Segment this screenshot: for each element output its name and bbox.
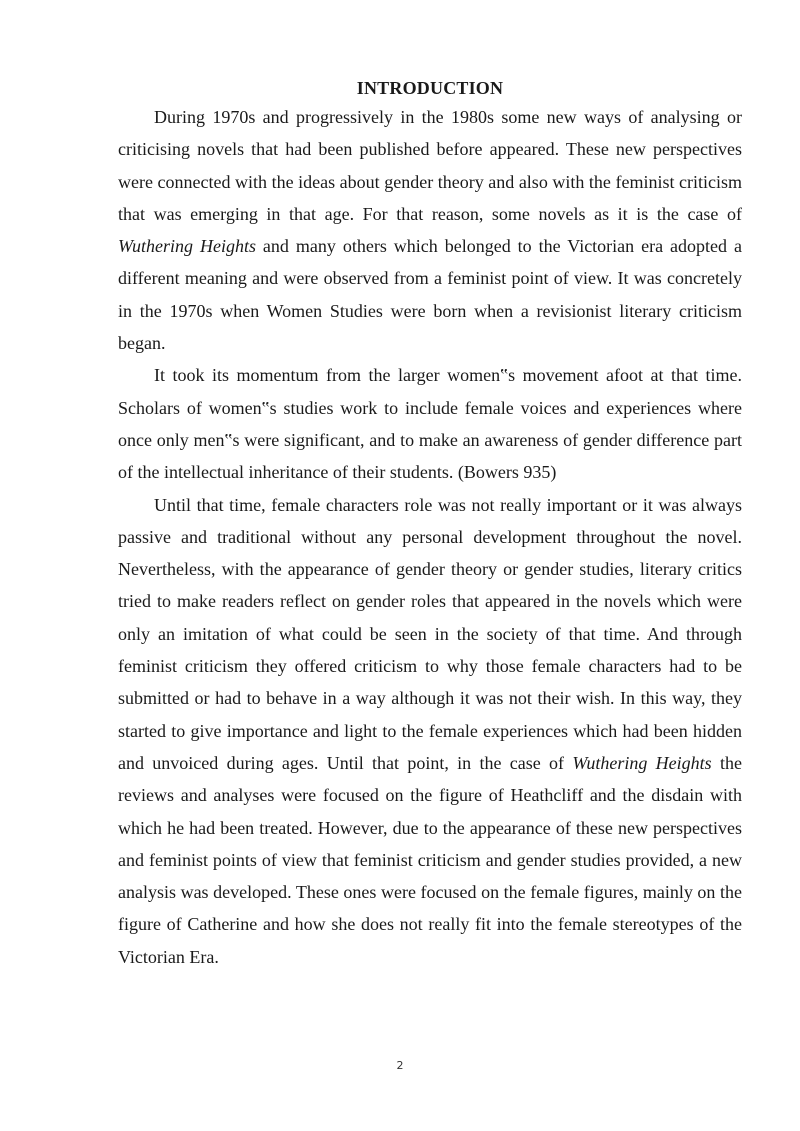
page-number: 2 bbox=[396, 1059, 404, 1072]
paragraph-text: the reviews and analyses were focused on the figure of Heathcliff and the disdain with which he had been treated. However, due to the appearance of these new perspectives and feminist points of view that feminist criticism and gender studies provided, a new analysis was developed. These ones were focused on the female figures, mainly on the figure of Catherine and how she does not really fit into the female stereotypes of the Victorian Era. bbox=[118, 752, 742, 967]
paragraph-3 bbox=[118, 489, 742, 973]
book-title: Wuthering Heights bbox=[572, 752, 712, 773]
paragraph-text: Until that time, female characters role was not really important or it was always passive and traditional without any personal development throughout the novel. Nevertheless, with the appearance of gender theory or gender studies, literary critics tried to make readers reflect on gender roles that appeared in the novels which were only an imitation of what could be seen in the society of that time. And through feminist criticism they offered criticism to why those female characters had to be submitted or had to behave in a way although it was not their wish. In this way, they started to give importance and light to the female experiences which had been hidden and unvoiced during ages. Until that point, in the case of bbox=[118, 494, 742, 773]
body-text bbox=[118, 101, 742, 973]
paragraph-2 bbox=[118, 359, 742, 488]
paragraph-text: and many others which belonged to the Victorian era adopted a different meaning and were observed from a feminist point of view. It was concretely in the 1970s when Women Studies were born when a revisionist literary criticism began. bbox=[118, 236, 742, 354]
book-title: Wuthering Heights bbox=[118, 236, 256, 257]
paragraph-1 bbox=[118, 101, 742, 359]
quotation-text: It took its momentum from the larger women‟s movement afoot at that time. Scholars of women‟s studies work to include female voices and experiences where once only men‟s were significant, and to make an awareness of gender difference part of the intellectual inheritance of their students. (Bowers 935) bbox=[118, 365, 742, 483]
section-heading: INTRODUCTION bbox=[356, 78, 504, 98]
paragraph-text: During 1970s and progressively in the 1980s some new ways of analysing or criticising novels that had been published before appeared. These new perspectives were connected with the ideas about gender theory and also with the feminist criticism that was emerging in that age. For that reason, some novels as it is the case of bbox=[118, 107, 742, 224]
